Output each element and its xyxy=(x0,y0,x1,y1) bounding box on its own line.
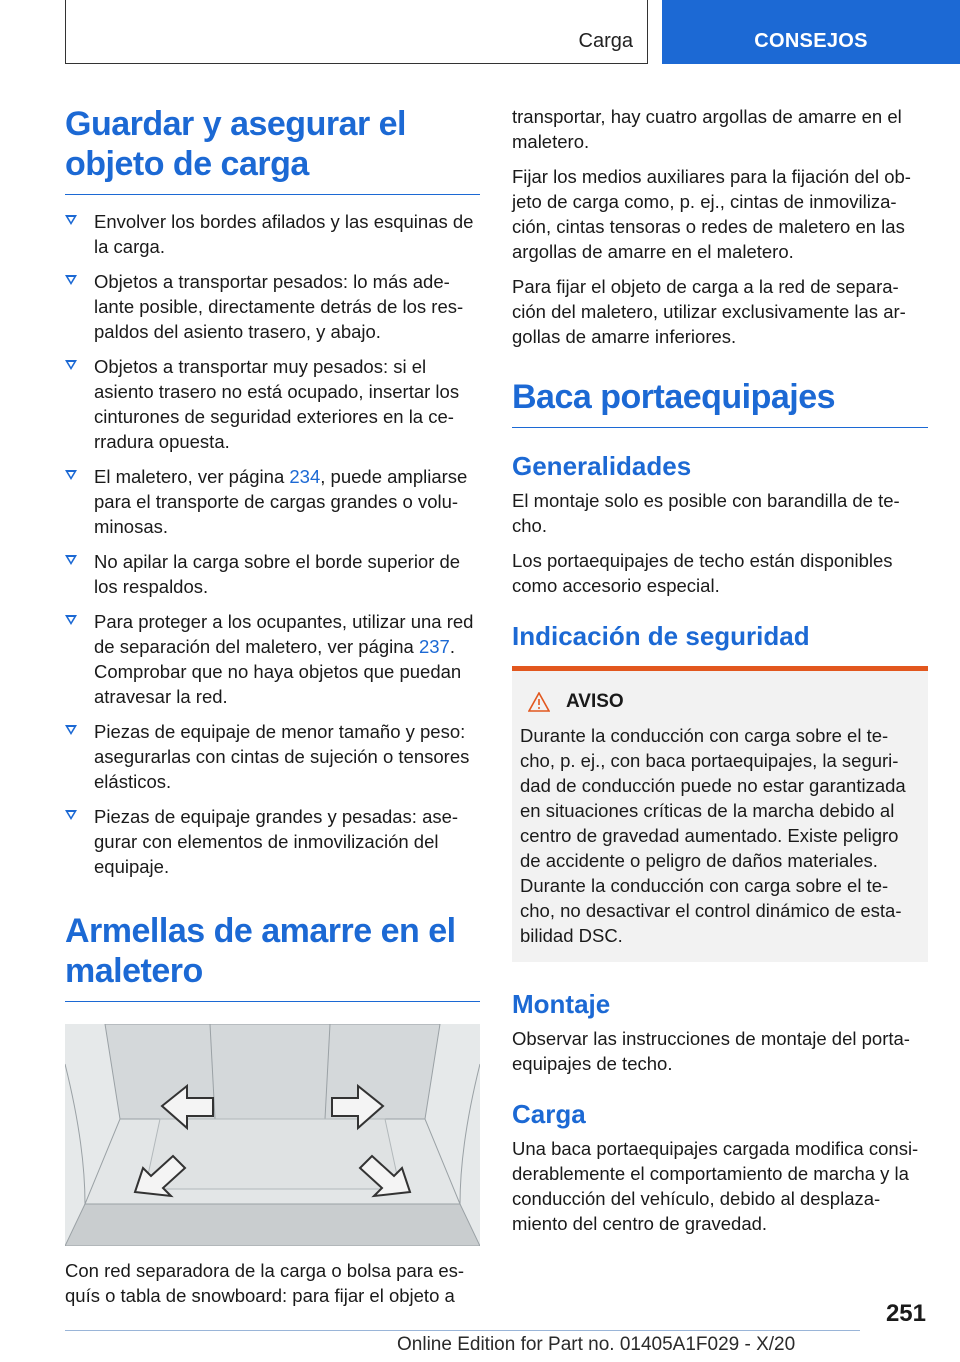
bullet-list xyxy=(65,209,480,879)
list-item xyxy=(65,209,480,259)
subheading-generalidades: Generalidades xyxy=(512,451,692,481)
edition-note: Online Edition for Part no. 01405A1F029 - X/20 xyxy=(397,1334,796,1355)
list-item-text: No apilar la carga sobre el borde superior de los respaldos. xyxy=(94,551,461,597)
page-ref-link[interactable]: 234 xyxy=(289,466,321,487)
section-heading-baca: Baca portaequipajes xyxy=(512,377,928,428)
warning-title xyxy=(528,691,918,713)
subheading-carga: Carga xyxy=(512,1099,586,1129)
subheading-seguridad: Indicación de seguridad xyxy=(512,621,810,651)
bullet-triangle-icon xyxy=(65,360,77,370)
bullet-triangle-icon xyxy=(65,215,77,225)
page-ref-link[interactable]: 237 xyxy=(418,636,450,657)
page-number: 251 xyxy=(885,1300,926,1327)
left-column xyxy=(65,104,480,1318)
list-item xyxy=(65,804,480,879)
warning-triangle-icon xyxy=(528,692,550,712)
list-item xyxy=(65,354,480,454)
trunk-drawing xyxy=(65,1024,480,1246)
warning-label: AVISO xyxy=(566,691,624,712)
list-item-text: Objetos a transportar pesados: lo más ade‐lante posible, directamente detrás de los res‐paldos del asiento trasero, y abajo. xyxy=(94,271,464,342)
paragraph: Una baca portaequipajes cargada modifica consi‐derablemente el comportamiento de marcha y la conducción del vehículo, debido al desplaza‐miento del centro de gravedad. xyxy=(512,1138,919,1234)
paragraph: transportar, hay cuatro argollas de amarre en el maletero. xyxy=(512,106,902,152)
chapter-tab[interactable]: CONSEJOS xyxy=(662,0,960,64)
list-item xyxy=(65,269,480,344)
paragraph: Fijar los medios auxiliares para la fijación del ob‐jeto de carga como, p. ej., cintas de inmoviliza‐ción, cintas tensoras o redes de maletero en las argollas de amarre en el maletero. xyxy=(512,166,911,262)
list-item xyxy=(65,464,480,539)
list-item xyxy=(65,609,480,709)
bullet-triangle-icon xyxy=(65,725,77,735)
list-item-text: . Comprobar que no haya objetos que puedan atravesar la red. xyxy=(94,636,462,707)
bullet-triangle-icon xyxy=(65,615,77,625)
warning-box xyxy=(512,666,928,962)
footer-divider xyxy=(65,1330,860,1331)
section-heading-armellas: Armellas de amarre en el maletero xyxy=(65,911,480,1002)
subheading-montaje: Montaje xyxy=(512,989,611,1019)
bullet-triangle-icon xyxy=(65,470,77,480)
list-item xyxy=(65,719,480,794)
list-item-text: , puede ampliarse para el transporte de cargas grandes o volu‐minosas. xyxy=(94,466,468,537)
header-box xyxy=(65,0,648,64)
list-item-text: El maletero, ver página xyxy=(94,466,290,487)
list-item-text: Piezas de equipaje grandes y pesadas: ase‐gurar con elementos de inmovilización del equipaje. xyxy=(94,806,459,877)
paragraph: Los portaequipajes de techo están disponibles como accesorio especial. xyxy=(512,550,893,596)
list-item-text: Piezas de equipaje de menor tamaño y peso: asegurarlas con cintas de sujeción o tensores elásticos. xyxy=(94,721,470,792)
right-column xyxy=(512,104,928,1246)
paragraph: Observar las instrucciones de montaje del porta‐equipajes de techo. xyxy=(512,1028,910,1074)
bullet-triangle-icon xyxy=(65,275,77,285)
trunk-illustration xyxy=(65,1024,480,1246)
list-item-text: Objetos a transportar muy pesados: si el asiento trasero no está ocupado, insertar los cinturones de seguridad exteriores en la ce‐rradura opuesta. xyxy=(94,356,460,452)
warning-text: Durante la conducción con carga sobre el te‐cho, p. ej., con baca portaequipajes, la seguri‐dad de conducción puede no estar garantizada en situaciones críticas de la marcha debido al centro de gravedad aumentado. Existe peligro de accidente o peligro de daños materiales. Durante la conducción con carga sobre el te‐cho, no desactivar el control dinámico de esta‐bilidad DSC. xyxy=(520,725,906,946)
section-heading-guardar: Guardar y asegurar el objeto de carga xyxy=(65,104,480,195)
list-item xyxy=(65,549,480,599)
section-title: Carga xyxy=(578,30,633,52)
paragraph: Para fijar el objeto de carga a la red de separa‐ción del maletero, utilizar exclusivamente las ar‐gollas de amarre inferiores. xyxy=(512,276,906,347)
list-item-text: Envolver los bordes afilados y las esquinas de la carga. xyxy=(94,211,474,257)
paragraph: El montaje solo es posible con barandilla de te‐cho. xyxy=(512,490,900,536)
figure-caption: Con red separadora de la carga o bolsa para es‐quís o tabla de snowboard: para fijar el objeto a xyxy=(65,1260,465,1306)
bullet-triangle-icon xyxy=(65,810,77,820)
list-item-text: Para proteger a los ocupantes, utilizar una red de separación del maletero, ver página xyxy=(94,611,474,657)
bullet-triangle-icon xyxy=(65,555,77,565)
